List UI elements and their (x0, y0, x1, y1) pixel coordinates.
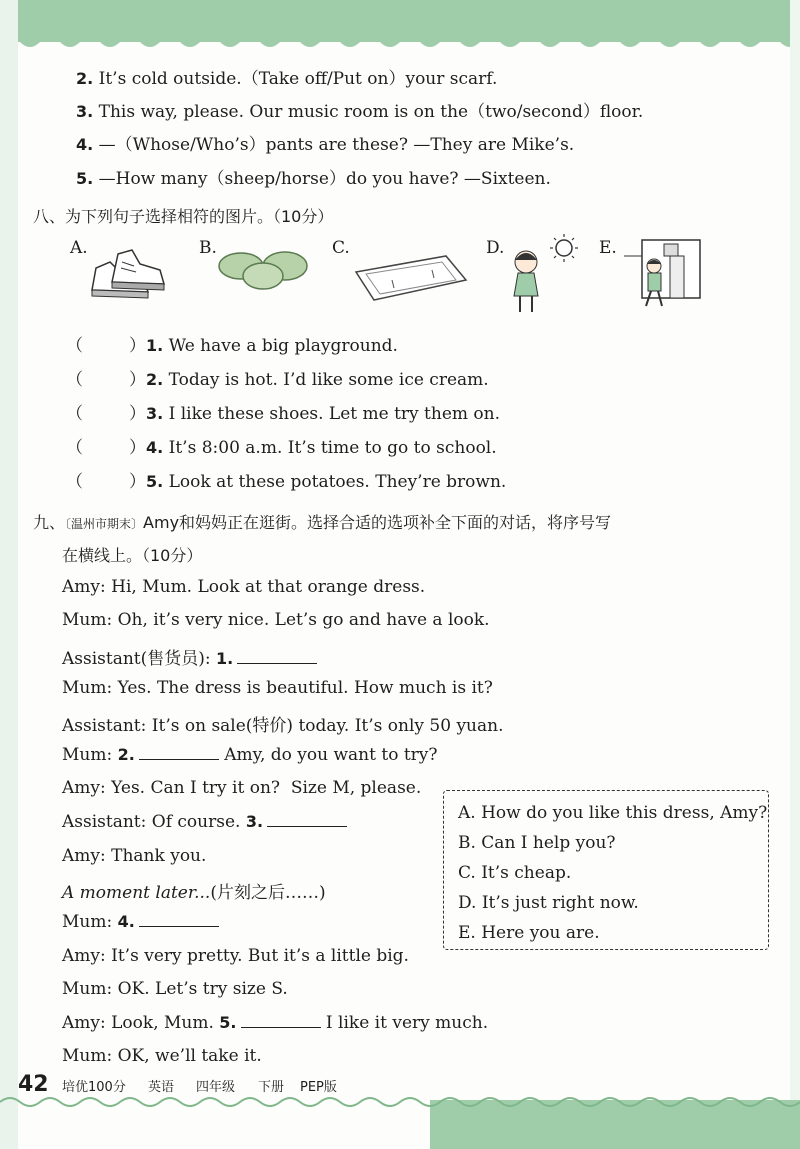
section8-item-5: （ ）5. Look at these potatoes. They’re brown. (66, 472, 507, 492)
dialogue-speaker: Amy: (62, 846, 106, 866)
section7-item-2: 2. It’s cold outside.（Take off/Put on）your scarf. (76, 69, 498, 89)
picture-label-e: E. (599, 238, 617, 258)
option-c: C. It’s cheap. (458, 863, 572, 883)
dialogue-speaker: Amy: (62, 1013, 106, 1033)
section8-item-1: （ ）1. We have a big playground. (66, 336, 398, 356)
picture-label-d: D. (486, 238, 505, 258)
answer-blank[interactable] (237, 649, 317, 664)
picture-label-a: A. (70, 238, 88, 258)
dialogue-line (62, 644, 317, 669)
footer-edition: PEP版 (300, 1080, 337, 1095)
girl-school-icon (624, 234, 704, 314)
dialogue-speaker: Assistant: (62, 716, 147, 736)
option-a: A. How do you like this dress, Amy? (458, 803, 768, 823)
dialogue-speaker: Amy: (62, 778, 106, 798)
section9-title-line2: 在横线上。（10分） (62, 546, 203, 565)
picture-label-b: B. (199, 238, 217, 258)
dialogue-text-after: Amy, do you want to try? (218, 745, 438, 765)
dialogue-text: Yes. The dress is beautiful. How much is it? (112, 678, 493, 698)
option-e: E. Here you are. (458, 923, 600, 943)
blank-number: 4. (117, 912, 135, 931)
dialogue-text: Oh, it’s very nice. Let’s go and have a look. (112, 610, 490, 630)
answer-blank[interactable] (139, 912, 219, 927)
girl-sun-icon (506, 232, 582, 318)
dialogue-line (62, 778, 421, 798)
dialogue-line (62, 812, 347, 832)
dialogue-text: Look, Mum. (105, 1013, 220, 1033)
dialogue-speaker: Mum: (62, 610, 113, 630)
dialogue-speaker: Mum: (62, 912, 113, 932)
section9-title-line1: 九、〔温州市期末〕Amy和妈妈正在逛街。选择合适的选项补全下面的对话，将序号写 (33, 513, 612, 532)
dialogue-line (62, 577, 425, 597)
dialogue-speaker: Amy: (62, 577, 106, 597)
dialogue-text: Thank you. (105, 846, 207, 866)
dialogue-line (62, 610, 490, 630)
dialogue-line (62, 846, 206, 866)
dialogue-line (62, 711, 504, 736)
dialogue-speaker: Assistant: (62, 812, 147, 832)
section8-item-3: （ ）3. I like these shoes. Let me try them on. (66, 404, 501, 424)
dialogue-text: Hi, Mum. Look at that orange dress. (105, 577, 426, 597)
dialogue-line (62, 878, 326, 903)
dialogue-speaker: Assistant(售货员): (62, 649, 211, 669)
dialogue-text: It’s on sale(特价) today. It’s only 50 yuan. (146, 716, 504, 736)
option-b: B. Can I help you? (458, 833, 616, 853)
section8-title: 八、为下列句子选择相符的图片。（10分） (33, 207, 334, 226)
dialogue-text: OK, we’ll take it. (112, 1046, 262, 1066)
option-d: D. It’s just right now. (458, 893, 639, 913)
footer-grade: 四年级 (196, 1080, 236, 1095)
dialogue-speaker: Mum: (62, 745, 113, 765)
section7-item-3: 3. This way, please. Our music room is on the（two/second）floor. (76, 102, 644, 122)
options-box (443, 790, 769, 950)
picture-label-c: C. (332, 238, 350, 258)
dialogue-text: OK. Let’s try size S. (112, 979, 288, 999)
potatoes-icon (215, 248, 311, 292)
dialogue-speaker: Amy: (62, 946, 106, 966)
dialogue-speaker: Mum: (62, 979, 113, 999)
blank-number: 5. (219, 1013, 237, 1032)
footer-volume: 下册 (258, 1080, 285, 1095)
answer-blank[interactable] (241, 1013, 321, 1028)
dialogue-speaker: Mum: (62, 678, 113, 698)
dialogue-text: (片刻之后……) (210, 883, 326, 903)
dialogue-line (62, 678, 493, 698)
dialogue-line (62, 745, 438, 765)
section8-item-2: （ ）2. Today is hot. I’d like some ice cream. (66, 370, 489, 390)
footer-subject: 英语 (148, 1080, 175, 1095)
dialogue-text-after: I like it very much. (320, 1013, 489, 1033)
playground-icon (352, 252, 470, 304)
section7-item-5: 5. —How many（sheep/horse）do you have? —Sixteen. (76, 169, 551, 189)
footer-book: 培优100分 (62, 1080, 126, 1095)
dialogue-line (62, 946, 409, 966)
dialogue-speaker: A moment later... (62, 883, 211, 903)
dialogue-line (62, 912, 219, 932)
blank-number: 2. (117, 745, 135, 764)
dialogue-text: It’s very pretty. But it’s a little big. (105, 946, 409, 966)
dialogue-line (62, 1013, 488, 1033)
shoes-icon (88, 248, 168, 306)
dialogue-line (62, 979, 288, 999)
dialogue-line (62, 1046, 262, 1066)
dialogue-text: Of course. (146, 812, 246, 832)
answer-blank[interactable] (139, 745, 219, 760)
blank-number: 3. (245, 812, 264, 831)
blank-number: 1. (216, 649, 234, 668)
section7-item-4: 4. —（Whose/Who’s）pants are these? —They are Mike’s. (76, 135, 575, 155)
dialogue-text: Yes. Can I try it on? Size M, please. (105, 778, 422, 798)
answer-blank[interactable] (267, 812, 347, 827)
page-number: 42 (18, 1072, 49, 1097)
section8-item-4: （ ）4. It’s 8:00 a.m. It’s time to go to school. (66, 438, 497, 458)
dialogue-speaker: Mum: (62, 1046, 113, 1066)
